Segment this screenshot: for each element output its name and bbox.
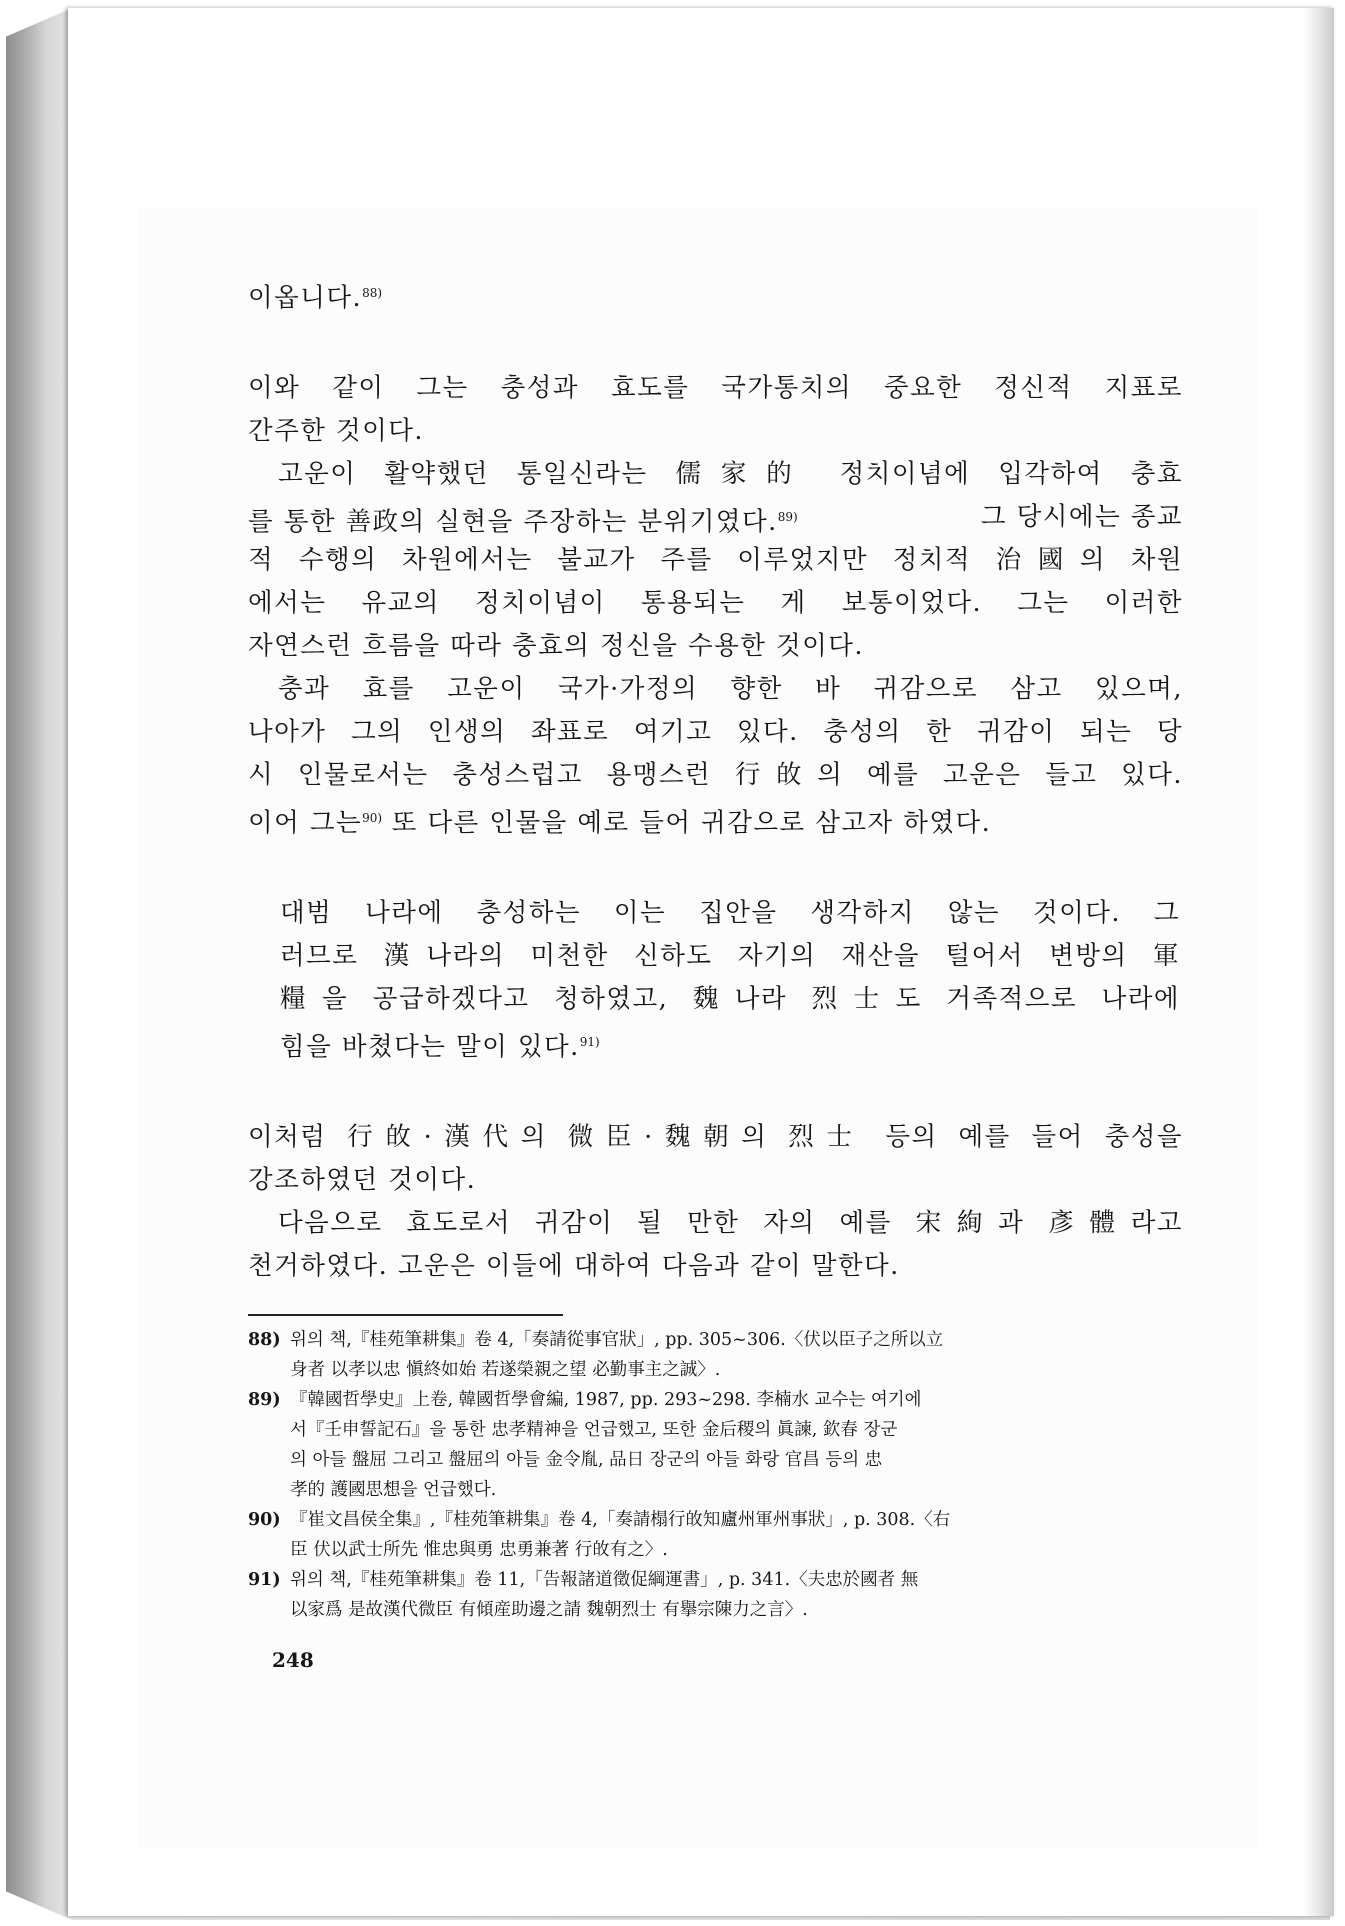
paragraph-3: 고운이 활약했던 통일신라는 儒家的 정치이념에 입각하여 충효 를 통한 善政의 실현을 주장하는 분위기였다.$^{89)}$ 그 당시에는 종교 적 수행의 차원에서는 불교가 주를 이루었지만 정치적 治國의 차원 에서는 유교의 정치이념이 통용되는 게 보통이었다. 그는 이러한 자연스런 흐름을 따라 충효의 정신을 수용한 것이다. <box>248 459 1183 661</box>
paragraph-2: 이와 같이 그는 충성과 효도를 국가통치의 중요한 정신적 지표로 간주한 것이다. <box>248 373 1183 446</box>
page-edge <box>1304 8 1334 1916</box>
footnote-ref-88[interactable]: 88) <box>362 286 383 300</box>
paragraph-5: 이처럼 行敀·漢代의 微臣·魏朝의 烈士 등의 예를 들어 충성을 강조하였던 것이다. <box>248 1122 1183 1195</box>
paragraph-1: 이옵니다.$^{88)}$ <box>248 283 383 313</box>
footnote-89: 89) 『韓國哲學史』上卷, 韓國哲學會編, 1987, pp. 293~298. 李楠水 교수는 여기에 서『壬申誓記石』을 통한 忠孝精神을 언급했고, 또한 金后稷의 眞諫, 欽春 장군 의 아들 盤屈 그리고 盤屈의 아들 金令胤, 品日 장군의 아들 화랑 官昌 등의 忠 孝的 護國思想을 언급했다. <box>248 1390 922 1500</box>
page-number: 248 <box>272 1648 314 1672</box>
paragraph-4: 충과 효를 고운이 국가·가정의 향한 바 귀감으로 삼고 있으며, 나아가 그의 인생의 좌표로 여기고 있다. 충성의 한 귀감이 되는 당 시 인물로서는 충성스럽고 용맹스런 行敀의 예를 고운은 들고 있다. 이어 그는$^{90)}$ 또 다른 인물을 예로 들어 귀감으로 삼고자 하였다. <box>248 674 1183 838</box>
body-text <box>248 272 1183 1288</box>
footnotes <box>248 1325 1183 1625</box>
footnote-90: 90) 『崔文昌侯全集』,『桂苑筆耕集』卷 4,「奏請榻行敀知廬州軍州事狀」, p. 308.〈右 臣 伏以武士所先 惟忠與勇 忠勇兼著 行敀有之〉. <box>248 1510 951 1560</box>
footnote-ref-90[interactable]: 90) <box>362 811 383 825</box>
footnote-ref-91[interactable]: 91) <box>579 1035 600 1049</box>
footnote-ref-89[interactable]: 89) <box>777 510 798 524</box>
block-quote: 대범 나라에 충성하는 이는 집안을 생각하지 않는 것이다. 그 러므로 漢나라의 미천한 신하도 자기의 재산을 털어서 변방의 軍 糧을 공급하겠다고 청하였고, 魏나라 烈士도 거족적으로 나라에 힘을 바쳤다는 말이 있다.$^{91)}$ <box>280 898 1180 1062</box>
footnote-91: 91) 위의 책,『桂苑筆耕集』卷 11,「告報諸道徵促綱運書」, p. 341.〈夫忠於國者 無 以家爲 是故漢代微臣 有傾産助邊之請 魏朝烈士 有擧宗陳力之言〉. <box>248 1570 919 1620</box>
footnote-88: 88) 위의 책,『桂苑筆耕集』卷 4,「奏請從事官狀」, pp. 305~306.〈伏以臣子之所以立 身者 以孝以忠 愼終如始 若遂榮親之望 必勤事主之誠〉. <box>248 1330 944 1380</box>
footnote-divider <box>248 1314 563 1316</box>
paragraph-6: 다음으로 효도로서 귀감이 될 만한 자의 예를 宋絢과 彥體라고 천거하였다. 고운은 이들에 대하여 다음과 같이 말한다. <box>248 1208 1183 1281</box>
